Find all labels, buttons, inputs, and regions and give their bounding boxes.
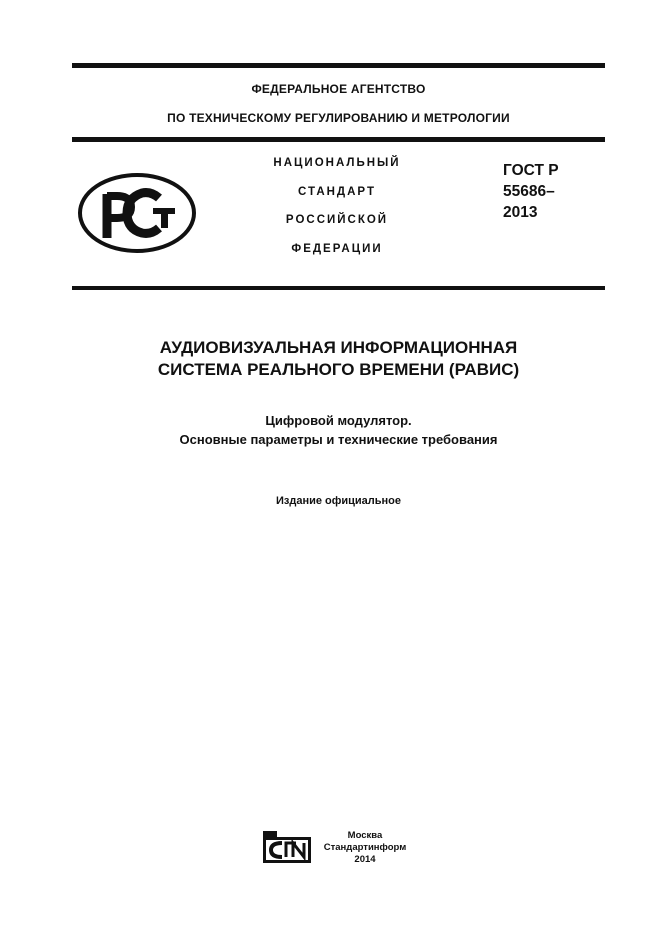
title-line-2: СИСТЕМА РЕАЛЬНОГО ВРЕМЕНИ (РАВИС) <box>157 360 520 379</box>
publisher-name: Стандартинформ <box>323 842 407 853</box>
edition-label: Издание официальное <box>275 495 402 507</box>
gost-line-2: 55686– <box>503 183 555 200</box>
bottom-rule <box>72 286 605 290</box>
title-line-1: АУДИОВИЗУАЛЬНАЯ ИНФОРМАЦИОННАЯ <box>159 338 518 357</box>
standartinform-logo-icon <box>263 831 311 863</box>
middle-rule <box>72 137 605 142</box>
standard-type-line-2: СТАНДАРТ <box>298 186 376 198</box>
agency-line-1: ФЕДЕРАЛЬНОЕ АГЕНТСТВО <box>251 82 426 96</box>
top-rule <box>72 63 605 68</box>
rst-standard-logo-icon <box>77 172 197 254</box>
publisher-info <box>316 830 414 866</box>
agency-line-2: ПО ТЕХНИЧЕСКОМУ РЕГУЛИРОВАНИЮ И МЕТРОЛОГИИ <box>167 111 510 125</box>
standard-type-line-3: РОССИЙСКОЙ <box>285 214 389 226</box>
document-title <box>72 337 605 381</box>
gost-line-1: ГОСТ Р <box>503 162 559 179</box>
gost-number <box>503 160 559 223</box>
gost-line-3: 2013 <box>503 204 538 221</box>
standard-type-line-4: ФЕДЕРАЦИИ <box>291 243 383 255</box>
publisher-year: 2014 <box>354 854 376 865</box>
subtitle-line-2: Основные параметры и технические требования <box>179 432 498 447</box>
document-subtitle <box>72 411 605 449</box>
subtitle-line-1: Цифровой модулятор. <box>265 413 412 428</box>
publisher-city: Москва <box>347 830 383 841</box>
standard-type-line-1: НАЦИОНАЛЬНЫЙ <box>273 157 401 169</box>
